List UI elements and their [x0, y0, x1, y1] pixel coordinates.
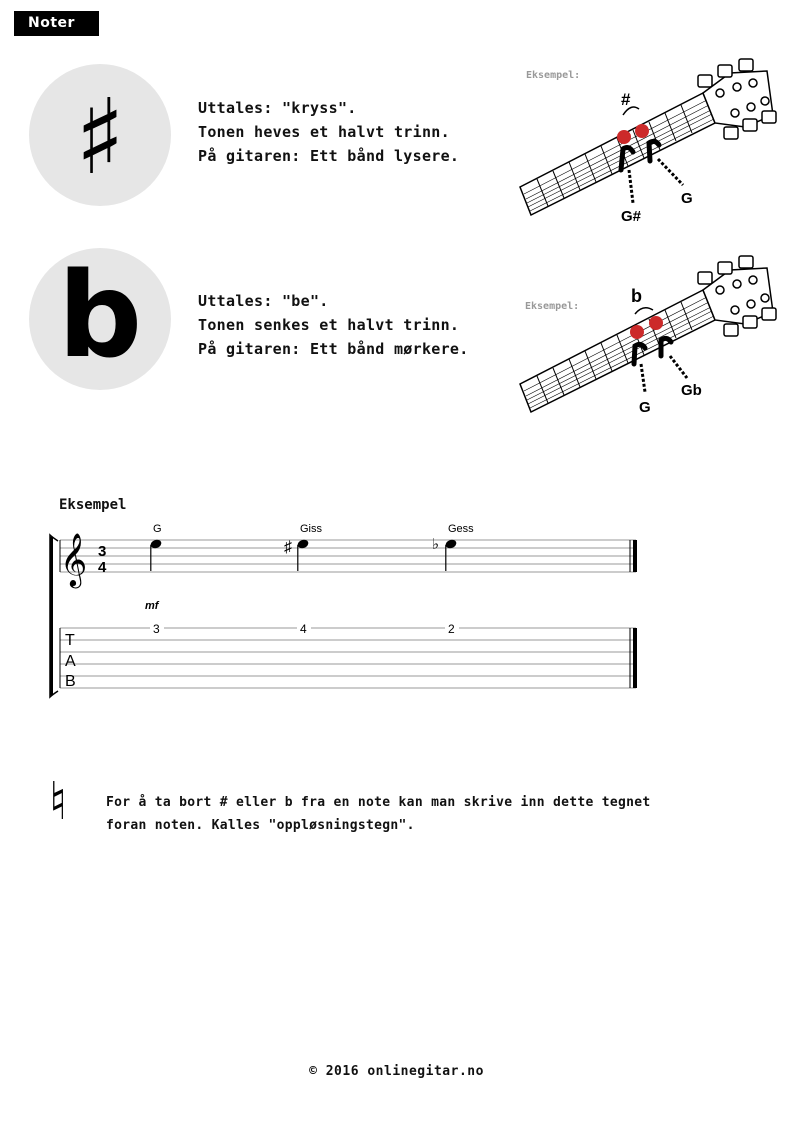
natural-symbol: ♮	[48, 772, 68, 832]
section-tag: Noter	[14, 11, 99, 36]
note-2-label: Giss	[300, 523, 322, 535]
sharp-text	[198, 96, 459, 168]
flat-mark: b	[631, 286, 642, 306]
sharp-line-1: Uttales: "kryss".	[198, 99, 357, 117]
flat-dot-g	[630, 325, 644, 339]
copyright-footer: © 2016 onlinegitar.no	[309, 1064, 484, 1079]
flat-label-gb: Gb	[681, 382, 702, 399]
flat-text	[198, 289, 469, 361]
time-sig-bottom: 4	[98, 559, 107, 576]
sharp-dot-g	[635, 124, 649, 138]
dynamic-mark: mf	[145, 600, 159, 612]
flat-line-1: Uttales: "be".	[198, 292, 329, 310]
tab-end-thick	[633, 628, 637, 688]
sharp-dot-gsharp	[617, 130, 631, 144]
sharp-label-g: G	[681, 190, 693, 207]
natural-line-2: foran noten. Kalles "oppløsningstegn".	[106, 818, 415, 833]
tab-lines	[60, 628, 636, 688]
sharp-headstock	[698, 59, 776, 139]
flat-example-label: Eksempel:	[525, 301, 580, 312]
tab-fret-3: 2	[448, 622, 455, 636]
flat-symbol: b	[57, 246, 143, 384]
tab-letter-b: B	[65, 673, 76, 690]
staff-end-thick	[633, 540, 637, 572]
flat-headstock	[698, 256, 776, 336]
flat-line-2: Tonen senkes et halvt trinn.	[198, 316, 460, 334]
sharp-finger-1	[629, 170, 633, 203]
note-3-accidental: ♭	[432, 536, 440, 553]
system-bar	[50, 537, 53, 695]
sharp-label-gsharp: G#	[621, 208, 642, 225]
flat-label-g: G	[639, 399, 651, 416]
staff-lines	[60, 540, 636, 572]
note-3-label: Gess	[448, 523, 474, 535]
flat-guitar-diagram	[515, 252, 790, 432]
note-1-label: G	[153, 523, 162, 535]
flat-dot-gb	[649, 316, 663, 330]
tab-letter-t: T	[65, 632, 75, 649]
flat-finger-2	[670, 356, 687, 378]
notation-staff	[40, 515, 660, 710]
time-sig-top: 3	[98, 543, 107, 560]
tab-letter-a: A	[65, 653, 76, 670]
sharp-line-2: Tonen heves et halvt trinn.	[198, 123, 450, 141]
note-2-accidental: ♯	[284, 539, 292, 556]
sharp-line-3: På gitaren: Ett bånd lysere.	[198, 147, 460, 165]
sharp-finger-2	[658, 159, 683, 185]
tab-fret-1: 3	[153, 622, 160, 636]
natural-line-1: For å ta bort # eller b fra en note kan man skrive inn dette tegnet	[106, 795, 651, 810]
notation-title: Eksempel	[59, 497, 127, 513]
flat-finger-1	[641, 364, 645, 392]
treble-clef: 𝄞	[60, 533, 88, 585]
sharp-guitar-diagram	[515, 55, 790, 235]
sharp-mark: #	[621, 90, 631, 109]
flat-line-3: På gitaren: Ett bånd mørkere.	[198, 340, 469, 358]
sharp-example-label: Eksempel:	[526, 70, 581, 81]
flat-arrow	[635, 308, 653, 314]
natural-text	[106, 791, 651, 837]
sharp-symbol: ♯	[74, 76, 126, 198]
tab-fret-2: 4	[300, 622, 307, 636]
